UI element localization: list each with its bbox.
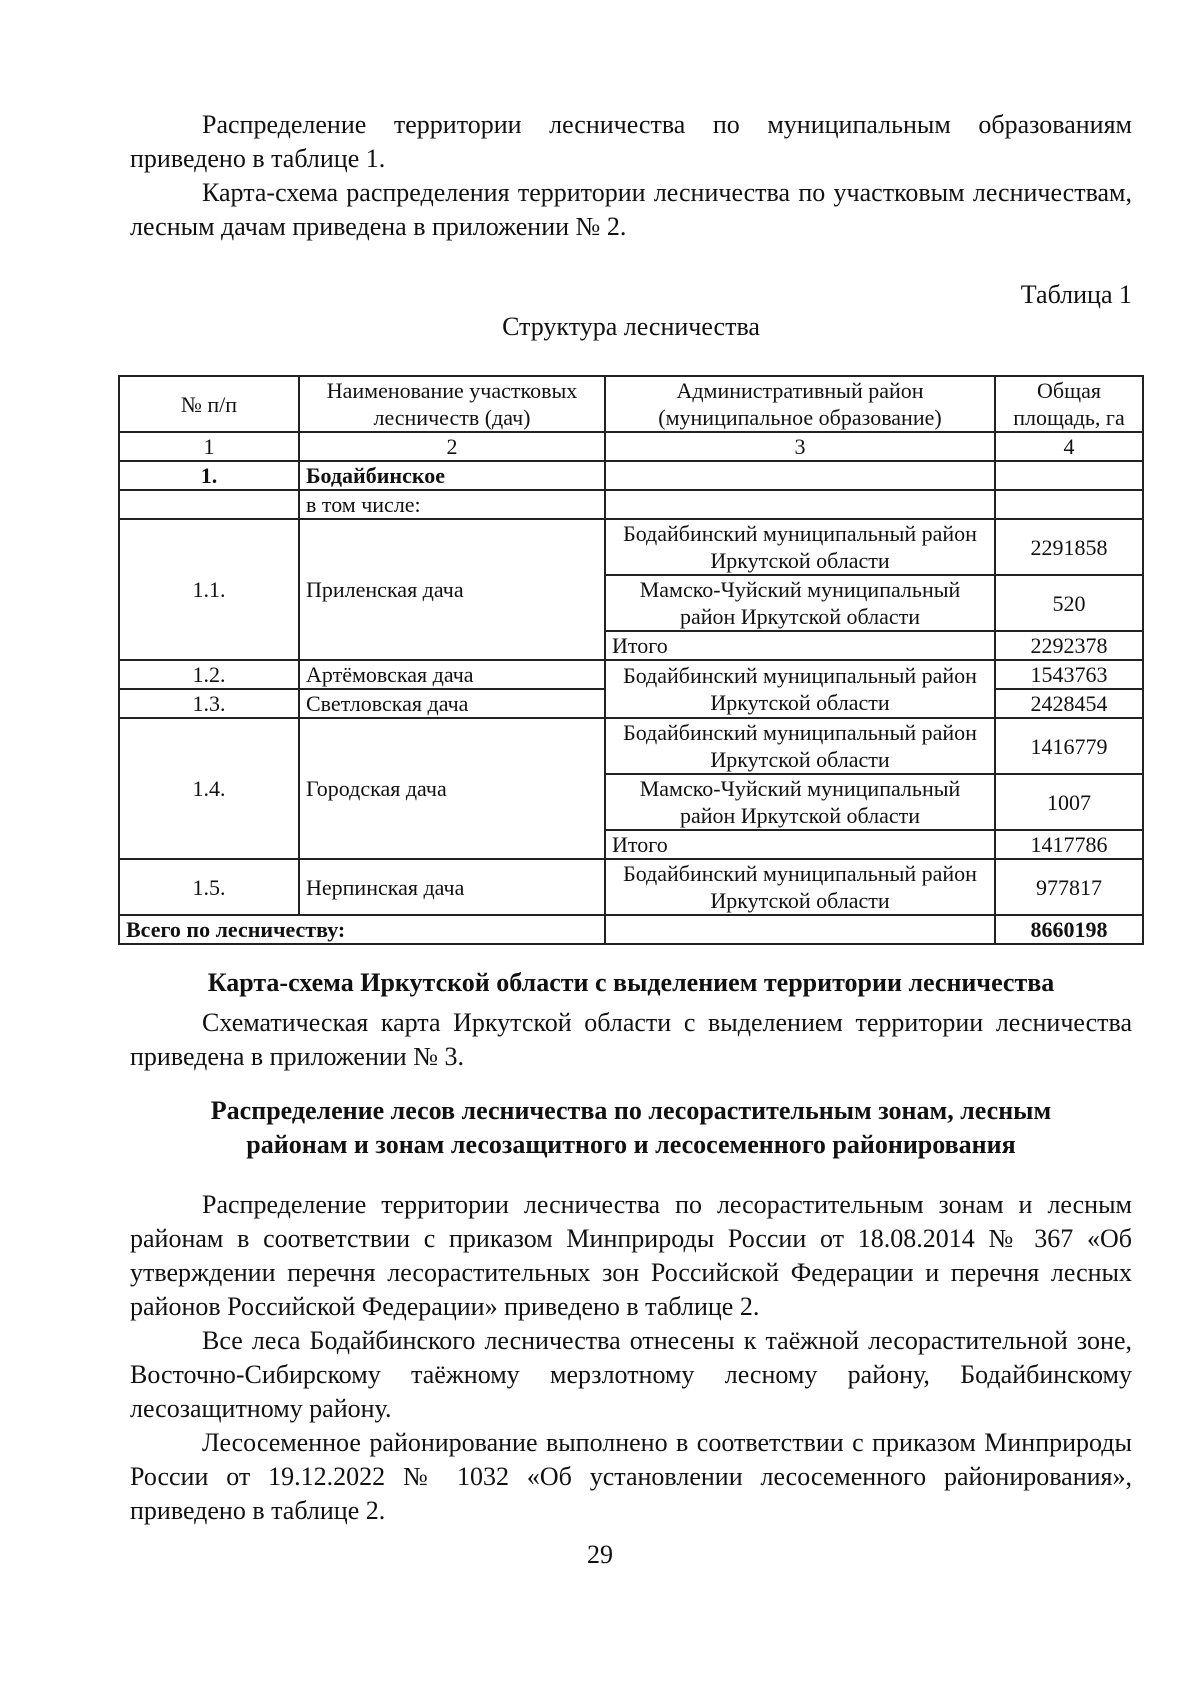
section1-paragraph [130,1006,1132,1074]
row-name: Городская дача [299,718,605,859]
row-total-label: Итого [605,631,995,660]
row-total-value: 1417786 [995,830,1143,859]
group-area-empty [995,461,1143,490]
table-row [119,519,1143,575]
section2-heading [130,1094,1132,1162]
subtitle-row [119,490,1143,519]
row-district: Бодайбинский муниципальный район Иркутской области [605,519,995,575]
row-district: Бодайбинский муниципальный район Иркутской области [605,660,995,718]
subtitle-district-empty [605,490,995,519]
row-area: 1543763 [995,660,1143,689]
section2-paragraph-3-text: Лесосеменное районирование выполнено в соответствии с приказом Минприроды России от 19.12.2022 № 1032 «Об установлении лесосеменного районирования», приведено в таблице 2. [130,1428,1132,1525]
table-header-numbers-row [119,432,1143,461]
grand-total-value: 8660198 [995,915,1143,944]
subtitle-num-empty [119,490,299,519]
row-total-label: Итого [605,830,995,859]
table-row [119,718,1143,774]
row-district: Мамско-Чуйский муниципальный район Иркутской области [605,774,995,830]
group-district-empty [605,461,995,490]
row-area: 977817 [995,859,1143,915]
row-name: Нерпинская дача [299,859,605,915]
table-label: Таблица 1 [1020,280,1132,309]
row-name: Приленская дача [299,519,605,660]
row-num: 1.5. [119,859,299,915]
row-num: 1.2. [119,660,299,689]
row-name: Артёмовская дача [299,660,605,689]
intro-paragraph-2-text: Карта-схема распределения территории лесничества по участковым лесничествам, лесным дачам приведена в приложении № 2. [130,178,1132,241]
col-number-2: 2 [299,432,605,461]
row-name: Светловская дача [299,689,605,718]
row-district: Бодайбинский муниципальный район Иркутской области [605,718,995,774]
section2-heading-line1: Распределение лесов лесничества по лесорастительным зонам, лесным [210,1096,1052,1125]
col-number-1: 1 [119,432,299,461]
row-area: 2291858 [995,519,1143,575]
group-num: 1. [119,461,299,490]
table-title: Структура лесничества [502,312,760,341]
grand-total-district-empty [605,915,995,944]
group-subtitle: в том числе: [299,490,605,519]
row-area: 1007 [995,774,1143,830]
row-num: 1.3. [119,689,299,718]
structure-table [118,375,1144,945]
header-name: Наименование участковых лесничеств (дач) [299,376,605,432]
row-area: 1416779 [995,718,1143,774]
subtitle-area-empty [995,490,1143,519]
group-row [119,461,1143,490]
row-area: 520 [995,575,1143,631]
col-number-3: 3 [605,432,995,461]
header-area: Общая площадь, га [995,376,1143,432]
intro-paragraph-2 [130,176,1132,244]
row-total-value: 2292378 [995,631,1143,660]
intro-paragraph-1 [130,108,1132,176]
row-district: Мамско-Чуйский муниципальный район Иркутской области [605,575,995,631]
section2-paragraph-1 [130,1188,1132,1324]
section2-paragraph-1-text: Распределение территории лесничества по лесорастительным зонам и лесным районам в соответствии с приказом Минприроды России от 18.08.2014 № 367 «Об утверждении перечня лесорастительных зон Российской Федерации и перечня лесных районов Российской Федерации» приведено в таблице 2. [130,1190,1132,1321]
row-district: Бодайбинский муниципальный район Иркутской области [605,859,995,915]
group-name: Бодайбинское [299,461,605,490]
table-row [119,660,1143,689]
row-area: 2428454 [995,689,1143,718]
col-number-4: 4 [995,432,1143,461]
header-num: № п/п [119,376,299,432]
section1-heading: Карта-схема Иркутской области с выделением территории лесничества [207,968,1055,997]
header-district: Административный район (муниципальное образование) [605,376,995,432]
section2-heading-line2: районам и зонам лесозащитного и лесосеменного районирования [246,1130,1016,1159]
row-num: 1.1. [119,519,299,660]
section1-paragraph-text: Схематическая карта Иркутской области с выделением территории лесничества приведена в приложении № 3. [130,1008,1132,1071]
table-header-row [119,376,1143,432]
section2-paragraph-2-text: Все леса Бодайбинского лесничества отнесены к таёжной лесорастительной зоне, Восточно-Сибирскому таёжному мерзлотному лесному району, Бодайбинскому лесозащитному району. [130,1326,1132,1423]
row-num: 1.4. [119,718,299,859]
page-number: 29 [587,1540,613,1569]
section2-paragraph-2 [130,1324,1132,1426]
grand-total-row [119,915,1143,944]
table-row [119,859,1143,915]
grand-total-label: Всего по лесничеству: [119,915,605,944]
intro-paragraph-1-text: Распределение территории лесничества по муниципальным образованиям приведено в таблице 1. [130,110,1132,173]
section2-paragraph-3 [130,1426,1132,1528]
